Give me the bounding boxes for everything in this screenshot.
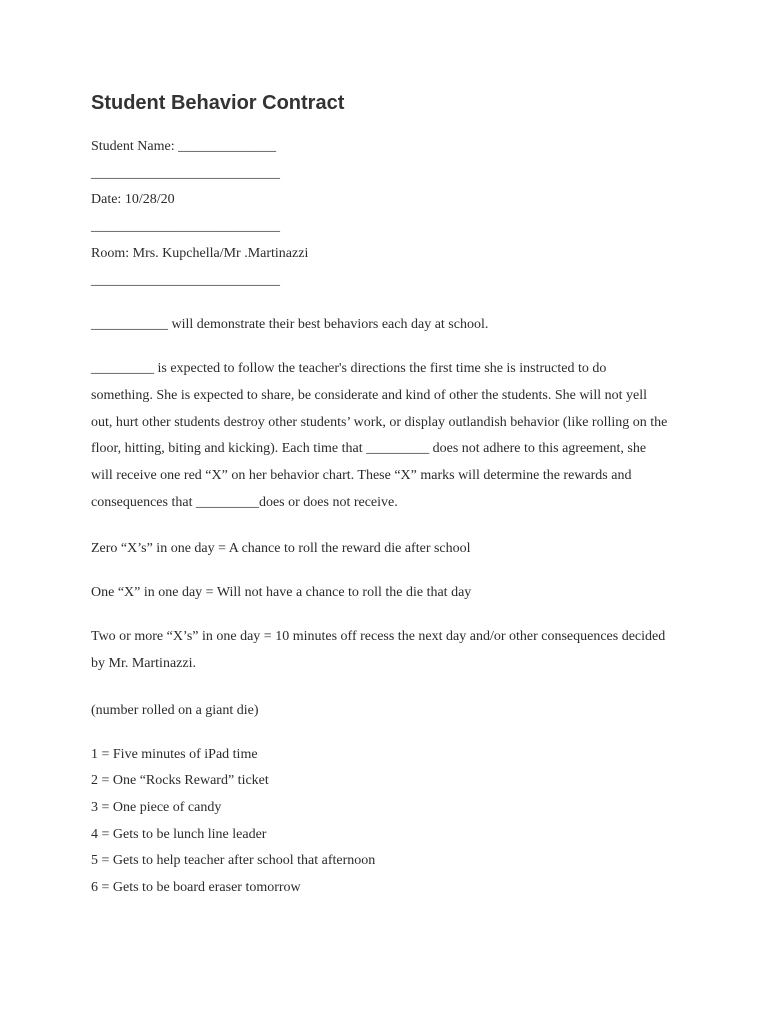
reward-item: 4 = Gets to be lunch line leader bbox=[91, 827, 267, 842]
student-name-field: Student Name: ______________ bbox=[91, 139, 277, 154]
reward-item: 3 = One piece of candy bbox=[91, 800, 222, 815]
document-title: Student Behavior Contract bbox=[91, 92, 345, 114]
date-field: Date: 10/28/20 bbox=[91, 192, 175, 207]
rule-one-x: One “X” in one day = Will not have a chance to roll the die that day bbox=[91, 585, 472, 600]
reward-item: 2 = One “Rocks Reward” ticket bbox=[91, 773, 269, 788]
rule-two-or-more-x: Two or more “X’s” in one day = 10 minutes off recess the next day and/or other consequences decided by Mr. Martinazzi. bbox=[91, 629, 666, 671]
room-underline: ___________________________ bbox=[91, 273, 280, 288]
reward-item: 1 = Five minutes of iPad time bbox=[91, 747, 258, 762]
student-name-underline: ___________________________ bbox=[91, 166, 280, 181]
agreement-paragraph: _________ is expected to follow the teacher's directions the first time she is instructed to do something. She is expected to share, be considerate and kind of other the students. She will not yell out, hurt other students destroy other students’ work, or display outlandish behavior (like rolling on the floor, hitting, biting and kicking). Each time that _________ does not adhere to this agreement, she will receive one red “X” on her behavior chart. These “X” marks will determine the rewards and consequences that _________does or does not receive. bbox=[91, 361, 668, 510]
room-field: Room: Mrs. Kupchella/Mr .Martinazzi bbox=[91, 246, 309, 261]
date-underline: ___________________________ bbox=[91, 219, 280, 234]
die-note: (number rolled on a giant die) bbox=[91, 703, 259, 718]
reward-item: 6 = Gets to be board eraser tomorrow bbox=[91, 880, 301, 895]
rule-zero-x: Zero “X’s” in one day = A chance to roll the reward die after school bbox=[91, 541, 471, 556]
reward-item: 5 = Gets to help teacher after school that afternoon bbox=[91, 853, 376, 868]
intro-sentence: ___________ will demonstrate their best behaviors each day at school. bbox=[91, 317, 489, 332]
